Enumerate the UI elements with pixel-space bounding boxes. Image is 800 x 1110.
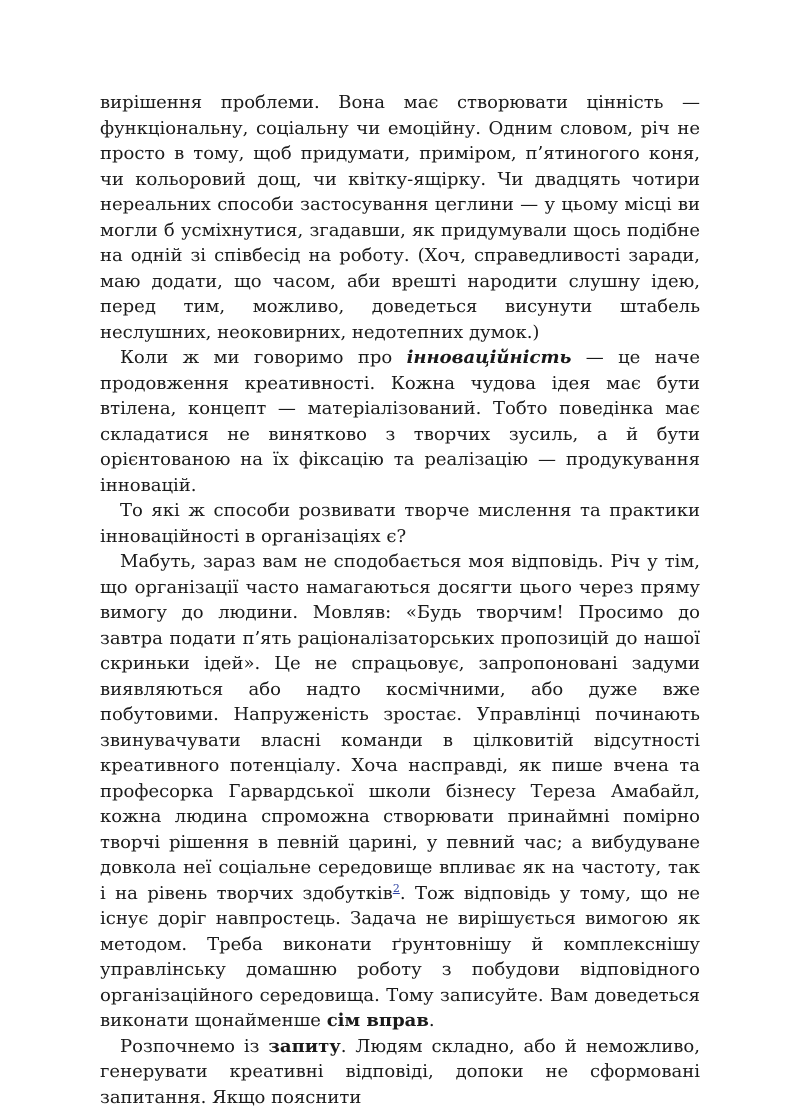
paragraph-1	[100, 90, 700, 345]
paragraph-4-after: .	[429, 1010, 435, 1031]
paragraph-4-before: Мабуть, зараз вам не сподобається моя відповідь. Річ у тім, що організації часто намагаються досягти цього через пряму вимогу до людини. Мовляв: «Будь творчим! Просимо до завтра подати п’ять раціоналізаторських пропозицій до нашої скриньки ідей». Це не спрацьовує, запропоновані задуми виявляються або надто космічними, або дуже вже побутовими. Напруженість зростає. Управлінці починають звинувачувати власні команди в цілковитій відсутності креативного потенціалу. Хоча насправді, як пише вчена та професорка Гарвардської школи бізнесу Тереза Амабайл, кожна людина спроможна створювати принаймні помірно творчі рішення в певній царині, у певний час; а вибудуване довкола неї соціальне середовище впливає як на частоту, так і на рівень творчих здобутків	[100, 551, 700, 904]
paragraph-4	[100, 549, 700, 1034]
paragraph-2-before: Коли ж ми говоримо про	[120, 347, 407, 368]
paragraph-1-text: вирішення проблеми. Вона має створювати цінність — функціональну, соціальну чи емоційну. Одним словом, річ не просто в тому, щоб придумати, приміром, п’ятиногого коня, чи кольоровий дощ, чи квітку-ящірку. Чи двадцять чотири нереальних способи застосування цеглини — у цьому місці ви могли б усміхнутися, згадавши, як придумували щось подібне на одній зі співбесід на роботу. (Хоч, справедливості заради, маю додати, що часом, аби врешті народити слушну ідею, перед тим, можливо, доведеться висунути штабель неслушних, неоковирних, недотепних думок.)	[100, 92, 700, 343]
paragraph-5-before: Розпочнемо із	[120, 1036, 268, 1057]
footnote-link[interactable]: 2	[393, 882, 400, 895]
paragraph-2-after: — це наче продовження креативності. Кожна чудова ідея має бути втілена, концепт — матеріалізований. Тобто поведінка має складатися не винятково з творчих зусиль, а й бути орієнтованою на їх фіксацію та реалізацію — продукування інновацій.	[100, 347, 700, 496]
page-body	[100, 90, 700, 1110]
paragraph-5-after: . Людям складно, або й неможливо, генерувати креативні відповіді, допоки не сформовані запитання. Якщо пояснити	[100, 1036, 700, 1108]
emphasis-innovativeness: інноваційність	[407, 347, 572, 368]
paragraph-5	[100, 1034, 700, 1110]
paragraph-3-text: То які ж способи розвивати творче мислення та практики інноваційності в організаціях є?	[100, 500, 700, 547]
paragraph-3	[100, 498, 700, 549]
paragraph-4-middle: . Тож відповідь у тому, що не існує доріг навпростець. Задача не вирішується вимогою як методом. Треба виконати ґрунтовнішу й комплекснішу управлінську домашню роботу з побудови відповідного організаційного середовища. Тому записуйте. Вам доведеться виконати щонайменше	[100, 883, 700, 1032]
emphasis-request: запиту	[268, 1036, 340, 1057]
paragraph-2	[100, 345, 700, 498]
emphasis-seven-exercises: сім вправ	[327, 1010, 429, 1031]
